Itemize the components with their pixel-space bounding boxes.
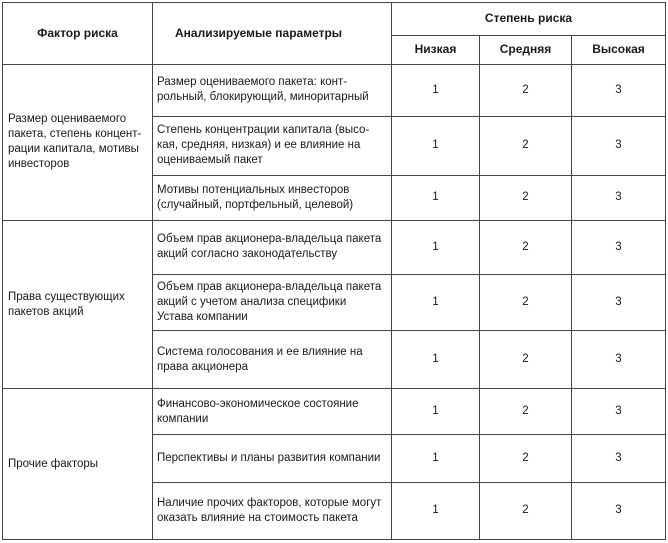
header-level-low: Низкая (392, 35, 480, 64)
param-cell: Объем прав акционера-владельца пакета акций согласно законодательству (153, 220, 392, 274)
value-low: 1 (392, 116, 480, 175)
value-low: 1 (392, 65, 480, 117)
value-high: 3 (572, 116, 666, 175)
table-row (3, 220, 666, 274)
param-cell: Степень концентрации капитала (высокая, средняя, низкая) и ее влияние на оцениваемый пакет (153, 116, 392, 175)
param-cell: Перспективы и планы развития компании (153, 435, 392, 483)
value-medium: 2 (480, 389, 572, 435)
value-high: 3 (572, 389, 666, 435)
param-cell: Мотивы потенциальных инвесторов (случайный, портфельный, целевой) (153, 175, 392, 220)
header-factor: Фактор риска (3, 3, 153, 65)
value-low: 1 (392, 389, 480, 435)
value-high: 3 (572, 331, 666, 389)
param-cell: Наличие прочих факторов, которые могут оказать влияние на стоимость пакета (153, 482, 392, 539)
factor-cell: Размер оцениваемого пакета, степень концентрации капитала, мотивы инвесторов (3, 65, 153, 221)
value-medium: 2 (480, 274, 572, 331)
value-medium: 2 (480, 220, 572, 274)
value-low: 1 (392, 435, 480, 483)
value-high: 3 (572, 482, 666, 539)
value-medium: 2 (480, 331, 572, 389)
value-low: 1 (392, 220, 480, 274)
risk-table (2, 2, 666, 540)
value-medium: 2 (480, 116, 572, 175)
value-low: 1 (392, 274, 480, 331)
header-level-high: Высокая (572, 35, 666, 64)
value-high: 3 (572, 175, 666, 220)
value-low: 1 (392, 331, 480, 389)
param-cell: Финансово-экономическое состояние компании (153, 389, 392, 435)
value-medium: 2 (480, 482, 572, 539)
header-row (3, 3, 666, 36)
header-params: Анализируемые параметры (153, 3, 392, 65)
value-medium: 2 (480, 435, 572, 483)
value-medium: 2 (480, 175, 572, 220)
header-level-medium: Средняя (480, 35, 572, 64)
value-high: 3 (572, 435, 666, 483)
param-cell: Размер оцениваемого пакета: контрольный, блокирующий, миноритарный (153, 65, 392, 117)
value-medium: 2 (480, 65, 572, 117)
param-cell: Объем прав акционера-владельца пакета акций с учетом анализа специфики Устава компании (153, 274, 392, 331)
value-high: 3 (572, 65, 666, 117)
param-cell: Система голосования и ее влияние на права акционера (153, 331, 392, 389)
table-row (3, 389, 666, 435)
header-degree: Степень риска (392, 3, 666, 36)
factor-cell: Права существующих пакетов акций (3, 220, 153, 389)
value-low: 1 (392, 175, 480, 220)
factor-cell: Прочие факторы (3, 389, 153, 540)
table-row (3, 65, 666, 117)
value-low: 1 (392, 482, 480, 539)
value-high: 3 (572, 220, 666, 274)
value-high: 3 (572, 274, 666, 331)
